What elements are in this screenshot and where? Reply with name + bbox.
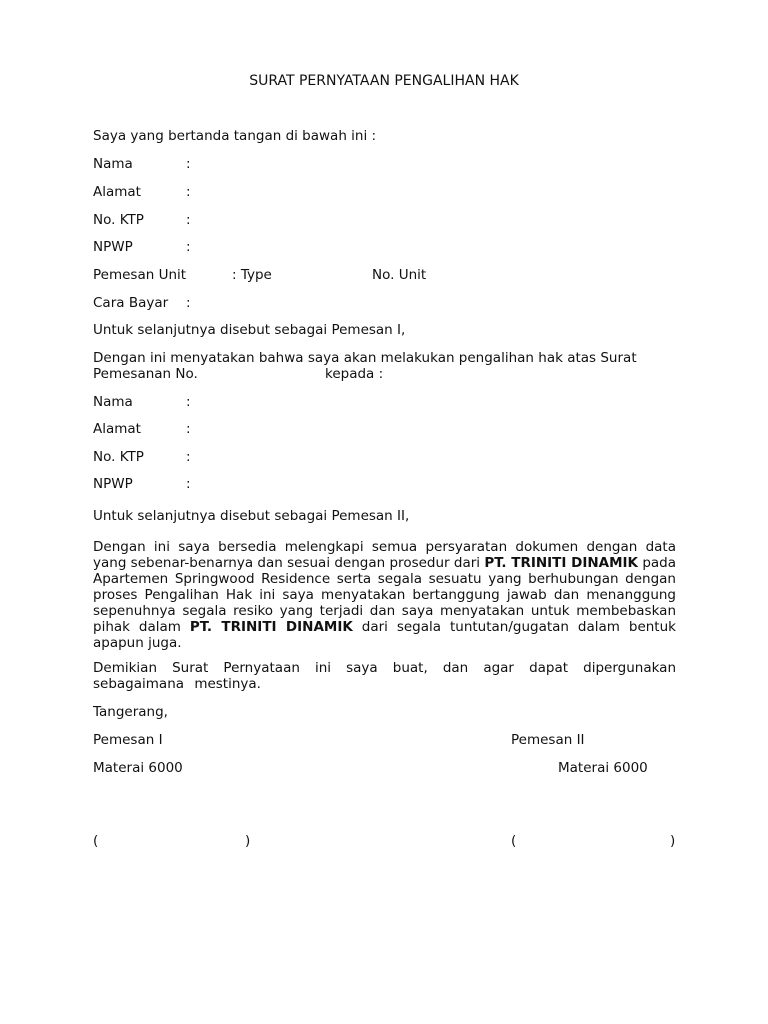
unit-no-label: No. Unit [372, 267, 427, 283]
party2-npwp-label: NPWP [93, 476, 133, 492]
stamp-label-left: Materai 6000 [93, 760, 183, 776]
statement-text-3: dari segala tuntutan/gugatan dalam bentuk apapun juga. [93, 619, 676, 651]
unit-type-label: : Type [232, 267, 272, 283]
cara-bayar-label: Cara Bayar [93, 295, 169, 311]
signature-role-right: Pemesan II [511, 732, 585, 748]
intro-text: Saya yang bertanda tangan di bawah ini : [93, 128, 377, 144]
party1-npwp-label: NPWP [93, 239, 133, 255]
company-name: PT. TRINITI DINAMIK [484, 555, 639, 571]
party1-ktp-label: No. KTP [93, 212, 144, 228]
pemesan-unit-label: Pemesan Unit [93, 267, 187, 283]
colon: : [186, 239, 191, 255]
pemesan2-reference: Untuk selanjutnya disebut sebagai Pemesan II, [93, 508, 410, 524]
party2-alamat-label: Alamat [93, 421, 141, 437]
signature-open-paren-left: ( [93, 833, 99, 849]
signature-close-paren-left: ) [245, 833, 251, 849]
place-date: Tangerang, [93, 704, 168, 720]
stamp-label-right: Materai 6000 [558, 760, 648, 776]
colon: : [186, 156, 191, 172]
transfer-line-2b: kepada : [325, 366, 384, 382]
colon: : [186, 449, 191, 465]
statement-text-2: pada Apartemen Springwood Residence serta segala sesuatu yang berhubungan dengan proses Pengalihan Hak ini saya menyatakan bertanggung jawab dan menanggung sepenuhnya segala resiko yang terjadi dan saya menyatakan untuk membebaskan pihak dalam [93, 555, 677, 635]
colon: : [186, 212, 191, 228]
colon: : [186, 394, 191, 410]
document-title: SURAT PERNYATAAN PENGALIHAN HAK [249, 73, 519, 89]
signature-open-paren-right: ( [511, 833, 517, 849]
party1-nama-label: Nama [93, 156, 133, 172]
company-name: PT. TRINITI DINAMIK [189, 619, 353, 635]
transfer-line-1: Dengan ini menyatakan bahwa saya akan melakukan pengalihan hak atas Surat [93, 350, 637, 366]
colon: : [186, 421, 191, 437]
colon: : [186, 184, 191, 200]
party2-nama-label: Nama [93, 394, 133, 410]
colon: : [186, 476, 191, 492]
party1-alamat-label: Alamat [93, 184, 141, 200]
statement-text-1: Dengan ini saya bersedia melengkapi semua persyaratan dokumen dengan data yang sebenar-benarnya dan sesuai dengan prosedur dari [93, 539, 676, 571]
pemesan1-reference: Untuk selanjutnya disebut sebagai Pemesan I, [93, 322, 406, 338]
signature-close-paren-right: ) [670, 833, 676, 849]
colon: : [186, 295, 191, 311]
transfer-line-2a: Pemesanan No. [93, 366, 198, 382]
statement-paragraph [93, 539, 676, 651]
signature-role-left: Pemesan I [93, 732, 163, 748]
closing-paragraph: Demikian Surat Pernyataan ini saya buat, dan agar dapat dipergunakan sebagaimana mestinya. [93, 660, 676, 692]
party2-ktp-label: No. KTP [93, 449, 144, 465]
